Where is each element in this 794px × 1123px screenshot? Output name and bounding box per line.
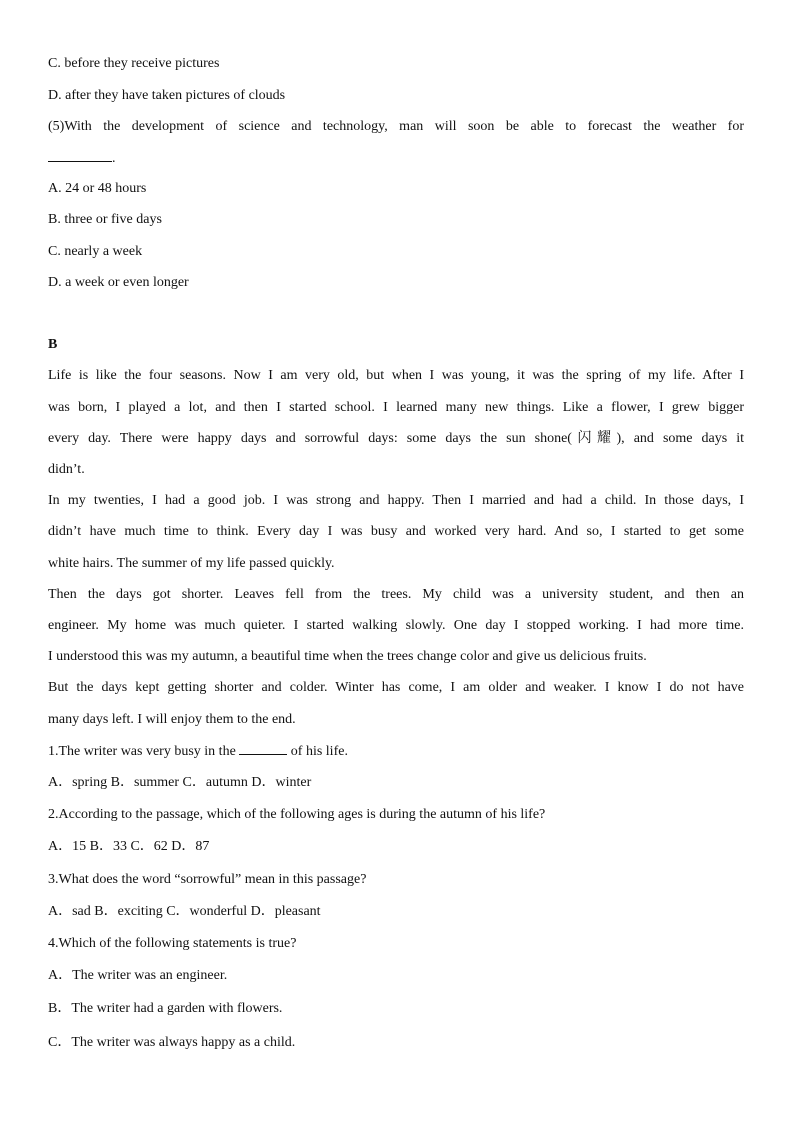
- q5-option-d: D. a week or even longer: [48, 275, 189, 290]
- q5-option-c: C. nearly a week: [48, 244, 143, 259]
- q5-stem-end: .: [112, 151, 116, 166]
- passage-line: many days left. I will enjoy them to the end.: [48, 712, 296, 727]
- question-1-text-end: of his life.: [290, 744, 348, 759]
- passage-line: white hairs. The summer of my life passed quickly.: [48, 556, 335, 571]
- passage-line: But the days kept getting shorter and colder. Winter has come, I am older and weaker. I know I do not have: [48, 680, 744, 695]
- question-3-options: A．sad B．exciting C．wonderful D．pleasant: [48, 904, 321, 919]
- answer-blank: [48, 149, 112, 162]
- question-4: 4.Which of the following statements is true?: [48, 936, 297, 951]
- q5-stem: (5)With the development of science and technology, man will soon be able to forecast the weather for: [48, 119, 744, 134]
- question-4-option-b: B．The writer had a garden with flowers.: [48, 1001, 283, 1016]
- passage-line: engineer. My home was much quieter. I started walking slowly. One day I stopped working. I had more time.: [48, 618, 744, 633]
- q5-option-b: B. three or five days: [48, 212, 162, 227]
- answer-blank: [239, 742, 287, 755]
- question-1-options: A．spring B．summer C．autumn D．winter: [48, 775, 312, 790]
- question-1: [48, 742, 348, 761]
- passage-line: Life is like the four seasons. Now I am very old, but when I was young, it was the spring of my life. After I: [48, 368, 744, 383]
- question-4-option-c: C．The writer was always happy as a child.: [48, 1035, 296, 1050]
- question-3: 3.What does the word “sorrowful” mean in this passage?: [48, 872, 367, 887]
- q5-option-a: A. 24 or 48 hours: [48, 181, 147, 196]
- q5-prev-option-d: D. after they have taken pictures of clouds: [48, 88, 286, 103]
- passage-line: every day. There were happy days and sorrowful days: some days the sun shone(闪耀), and some days it: [48, 431, 744, 446]
- passage-line: In my twenties, I had a good job. I was strong and happy. Then I married and had a child. In those days, I: [48, 493, 744, 508]
- passage-line: I understood this was my autumn, a beautiful time when the trees change color and give us delicious fruits.: [48, 649, 647, 664]
- passage-line: Then the days got shorter. Leaves fell from the trees. My child was a university student, and then an: [48, 587, 744, 602]
- q5-stem-blank-line: [48, 149, 116, 168]
- section-heading: B: [48, 337, 58, 352]
- passage-line: didn’t have much time to think. Every day I was busy and worked very hard. And so, I started to get some: [48, 524, 744, 539]
- question-4-option-a: A．The writer was an engineer.: [48, 968, 228, 983]
- passage-line: didn’t.: [48, 462, 85, 477]
- q5-prev-option-c: C. before they receive pictures: [48, 56, 220, 71]
- question-2-options: A．15 B．33 C．62 D．87: [48, 839, 210, 854]
- passage-line: was born, I played a lot, and then I started school. I learned many new things. Like a flower, I grew bigger: [48, 400, 744, 415]
- question-1-text: 1.The writer was very busy in the: [48, 744, 236, 759]
- question-2: 2.According to the passage, which of the following ages is during the autumn of his life?: [48, 807, 546, 822]
